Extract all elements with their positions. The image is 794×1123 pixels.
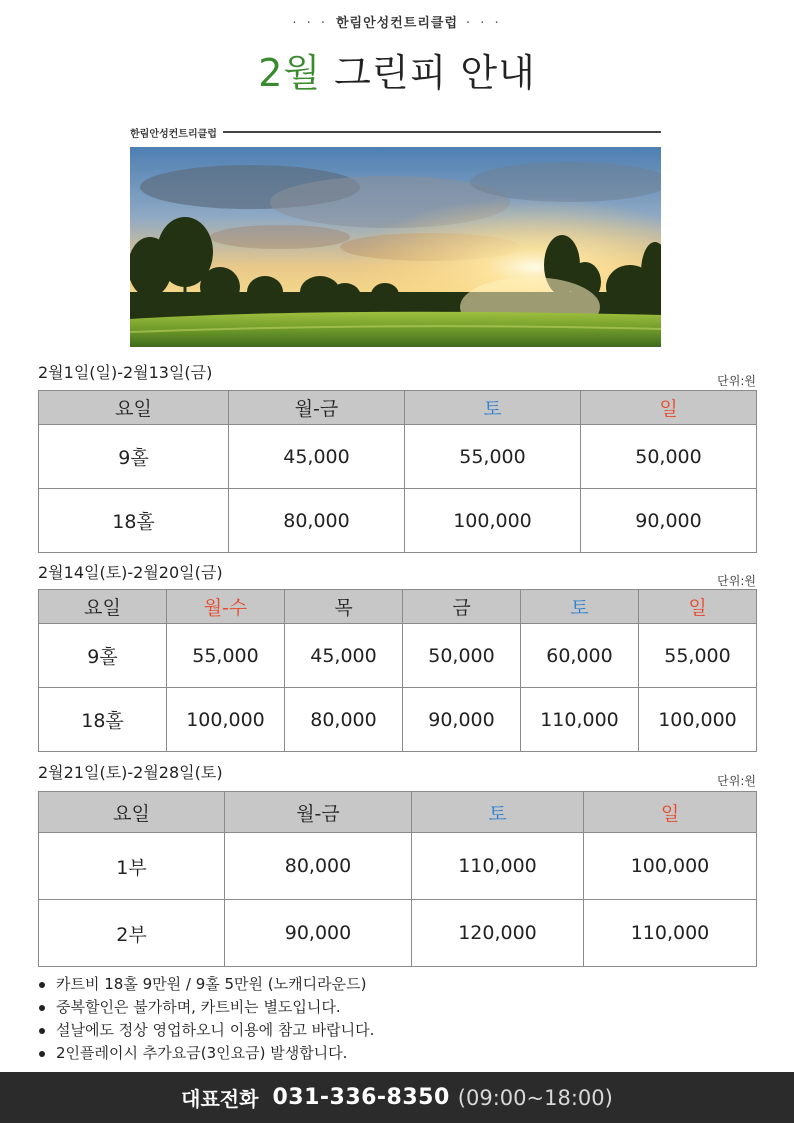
price-cell: 110,000 (584, 900, 757, 967)
list-item (38, 973, 758, 996)
list-item (38, 996, 758, 1019)
header-cell-day: 요일 (39, 590, 167, 624)
price-cell: 90,000 (403, 688, 521, 752)
price-cell: 60,000 (521, 624, 639, 688)
notes-list (38, 973, 758, 1065)
header-cell-saturday: 토 (521, 590, 639, 624)
price-cell: 120,000 (412, 900, 584, 967)
note-text: 설날에도 정상 영업하오니 이용에 참고 바랍니다. (56, 1021, 375, 1039)
table-row (39, 900, 757, 967)
list-item (38, 1019, 758, 1042)
price-cell: 50,000 (403, 624, 521, 688)
price-cell: 100,000 (405, 489, 581, 553)
header-cell-sunday: 일 (639, 590, 757, 624)
decorative-dots-left: · · · (292, 16, 328, 31)
footer-phone-label: 대표전화 (181, 1087, 259, 1111)
note-text: 카트비 18홀 9만원 / 9홀 5만원 (노캐디라운드) (56, 975, 367, 993)
price-cell: 45,000 (285, 624, 403, 688)
green-fee-table-2 (38, 589, 757, 752)
header-cell-friday: 금 (403, 590, 521, 624)
note-text: 중복할인은 불가하며, 카트비는 별도입니다. (56, 998, 341, 1016)
table-row (39, 688, 757, 752)
price-cell: 110,000 (521, 688, 639, 752)
row-label: 2부 (39, 900, 225, 967)
header-cell-day: 요일 (39, 792, 225, 833)
header-cell-day: 요일 (39, 391, 229, 425)
club-name: 한림안성컨트리클럽 (335, 16, 459, 31)
price-cell: 90,000 (581, 489, 757, 553)
row-label: 9홀 (39, 425, 229, 489)
price-cell: 100,000 (584, 833, 757, 900)
price-cell: 50,000 (581, 425, 757, 489)
price-cell: 110,000 (412, 833, 584, 900)
page-title-month: 2월 (258, 51, 322, 95)
footer-business-hours: (09:00~18:00) (457, 1085, 613, 1110)
page-title-text: 그린피 안내 (334, 51, 536, 95)
header-cell-weekday: 월-금 (225, 792, 412, 833)
green-fee-table-1 (38, 390, 757, 553)
header-cell-saturday: 토 (412, 792, 584, 833)
table-row (39, 624, 757, 688)
header-cell-weekday: 월-금 (229, 391, 405, 425)
row-label: 9홀 (39, 624, 167, 688)
banner-label: 한림안성컨트리클럽 (130, 128, 217, 140)
price-cell: 80,000 (285, 688, 403, 752)
row-label: 18홀 (39, 688, 167, 752)
table-row (39, 425, 757, 489)
footer-phone-number: 031-336-8350 (272, 1085, 450, 1110)
unit-label-1: 단위:원 (717, 374, 756, 388)
period-label-2: 2월14일(토)-2월20일(금) (38, 563, 223, 582)
unit-label-3: 단위:원 (717, 774, 756, 788)
period-label-3: 2월21일(토)-2월28일(토) (38, 763, 223, 782)
header-cell-mon-wed: 월-수 (167, 590, 285, 624)
green-fee-table-3 (38, 791, 757, 967)
price-cell: 55,000 (167, 624, 285, 688)
price-cell: 55,000 (405, 425, 581, 489)
bullet-icon (39, 1051, 45, 1057)
bullet-icon (39, 1028, 45, 1034)
table-header-row (39, 391, 757, 425)
contact-footer (0, 1072, 794, 1123)
table-header-row (39, 792, 757, 833)
list-item (38, 1042, 758, 1065)
bullet-icon (39, 1005, 45, 1011)
price-cell: 55,000 (639, 624, 757, 688)
header-cell-saturday: 토 (405, 391, 581, 425)
note-text: 2인플레이시 추가요금(3인요금) 발생합니다. (56, 1044, 348, 1062)
price-cell: 100,000 (167, 688, 285, 752)
price-cell: 100,000 (639, 688, 757, 752)
banner-divider (223, 131, 661, 133)
header-cell-sunday: 일 (581, 391, 757, 425)
banner-header (130, 124, 661, 140)
header-cell-sunday: 일 (584, 792, 757, 833)
price-cell: 45,000 (229, 425, 405, 489)
row-label: 18홀 (39, 489, 229, 553)
table-row (39, 489, 757, 553)
header-cell-thursday: 목 (285, 590, 403, 624)
row-label: 1부 (39, 833, 225, 900)
decorative-dots-right: · · · (466, 16, 502, 31)
club-name-header (0, 12, 794, 31)
price-cell: 90,000 (225, 900, 412, 967)
golf-course-sunset-image (130, 147, 661, 347)
table-header-row (39, 590, 757, 624)
page-title (0, 42, 794, 97)
table-row (39, 833, 757, 900)
bullet-icon (39, 982, 45, 988)
period-label-1: 2월1일(일)-2월13일(금) (38, 363, 213, 382)
price-cell: 80,000 (229, 489, 405, 553)
price-cell: 80,000 (225, 833, 412, 900)
unit-label-2: 단위:원 (717, 574, 756, 588)
